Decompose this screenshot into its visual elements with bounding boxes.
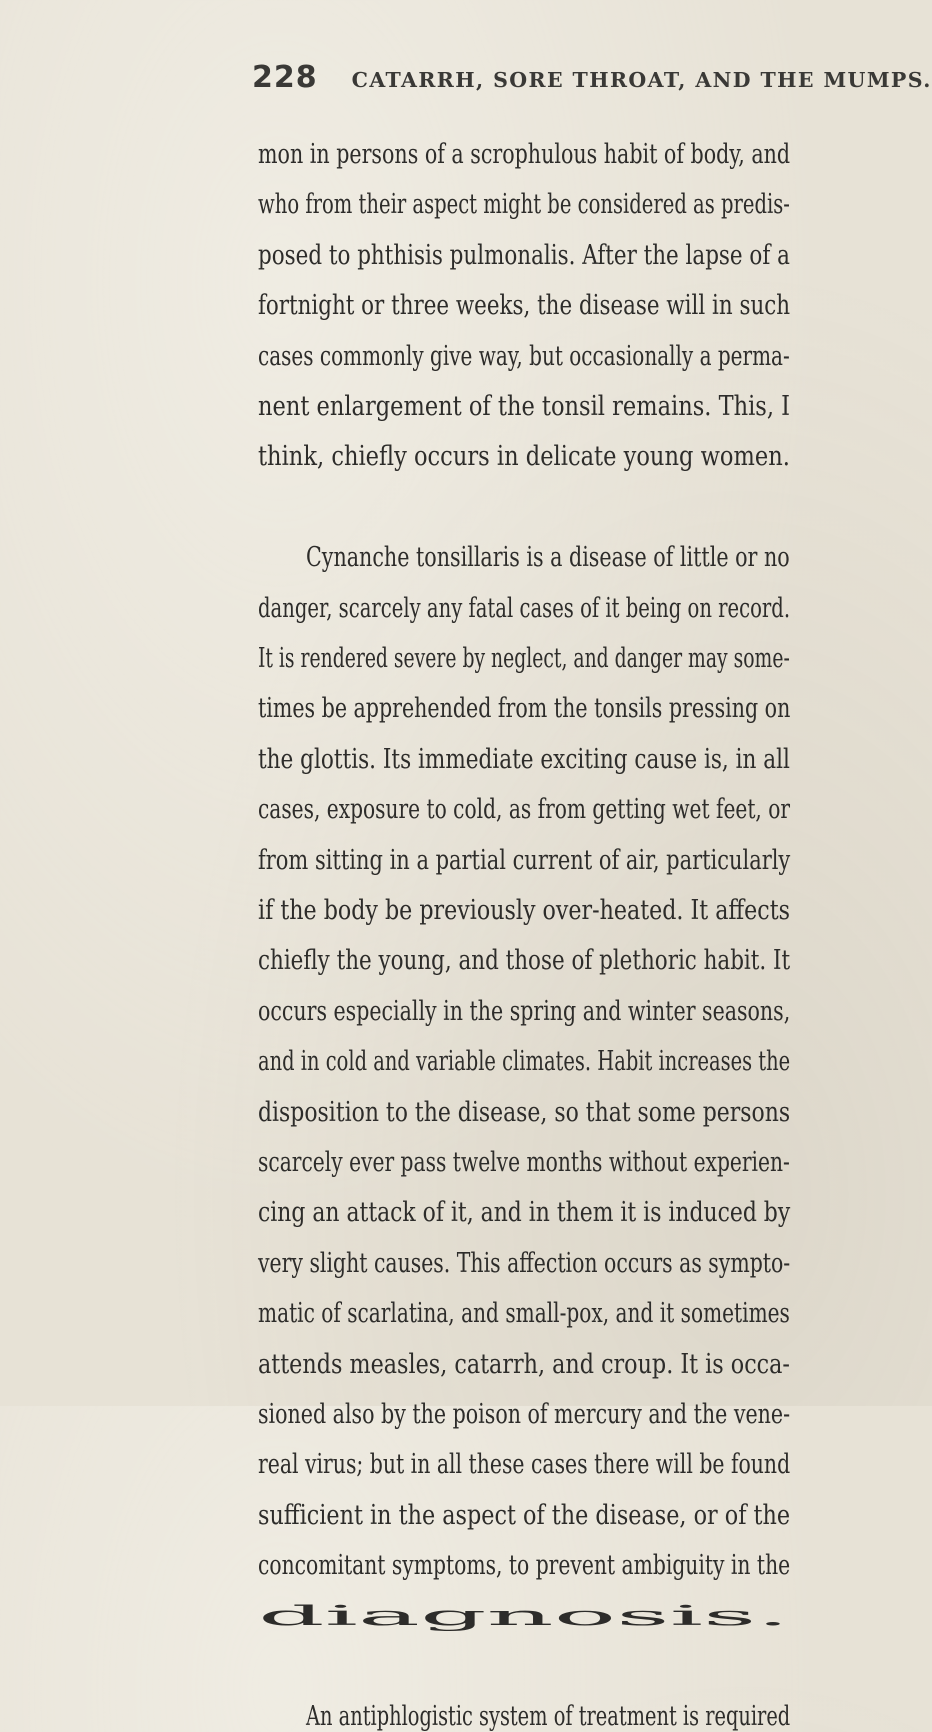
text-line: It is rendered severe by neglect, and danger may some- bbox=[258, 643, 790, 674]
text-line: mon in persons of a scrophulous habit of body, and bbox=[258, 139, 791, 170]
running-title: CATARRH, SORE THROAT, AND THE MUMPS. bbox=[351, 68, 932, 92]
page-number: 228 bbox=[252, 60, 318, 95]
text-line: who from their aspect might be considered as predis- bbox=[258, 189, 790, 220]
text-line: and in cold and variable climates. Habit increases the bbox=[258, 1046, 791, 1077]
text-line: fortnight or three weeks, the disease will in such bbox=[258, 290, 791, 321]
text-line: sioned also by the poison of mercury and the vene- bbox=[258, 1399, 791, 1430]
text-line: nent enlargement of the tonsil remains. This, I bbox=[258, 391, 791, 422]
text-line: Cynanche tonsillaris is a disease of little or no bbox=[306, 542, 790, 573]
text-line: scarcely ever pass twelve months without experien- bbox=[258, 1147, 790, 1178]
text-line: occurs especially in the spring and winter seasons, bbox=[258, 996, 791, 1027]
text-line: posed to phthisis pulmonalis. After the lapse of a bbox=[258, 240, 790, 271]
text-line: real virus; but in all these cases there will be found bbox=[258, 1449, 791, 1480]
text-line: the glottis. Its immediate exciting cause is, in all bbox=[258, 744, 790, 775]
text-line: think, chiefly occurs in delicate young women. bbox=[258, 441, 790, 472]
text-line: times be apprehended from the tonsils pressing on bbox=[258, 693, 791, 724]
text-line: attends measles, catarrh, and croup. It is occa- bbox=[258, 1349, 790, 1380]
text-line: disposition to the disease, so that some persons bbox=[258, 1097, 791, 1128]
text-line: concomitant symptoms, to prevent ambiguity in the bbox=[258, 1550, 791, 1581]
text-line: An antiphlogistic system of treatment is required bbox=[306, 1701, 791, 1732]
text-line: danger, scarcely any fatal cases of it being on record. bbox=[258, 593, 791, 624]
text-line: diagnosis. bbox=[258, 1601, 790, 1632]
text-line: chiefly the young, and those of plethoric habit. It bbox=[258, 945, 791, 976]
text-line: cases, exposure to cold, as from getting wet feet, or bbox=[258, 794, 791, 825]
text-line: very slight causes. This affection occurs as sympto- bbox=[258, 1248, 791, 1279]
text-line: if the body be previously over-heated. It affects bbox=[258, 895, 791, 926]
text-line: cases commonly give way, but occasionally a perma- bbox=[258, 341, 790, 372]
text-line: sufficient in the aspect of the disease, or of the bbox=[258, 1500, 791, 1531]
text-line: cing an attack of it, and in them it is induced by bbox=[258, 1197, 791, 1228]
running-head bbox=[252, 60, 932, 95]
text-line: from sitting in a partial current of air, particularly bbox=[258, 845, 791, 876]
text-line: matic of scarlatina, and small-pox, and it sometimes bbox=[258, 1298, 790, 1329]
